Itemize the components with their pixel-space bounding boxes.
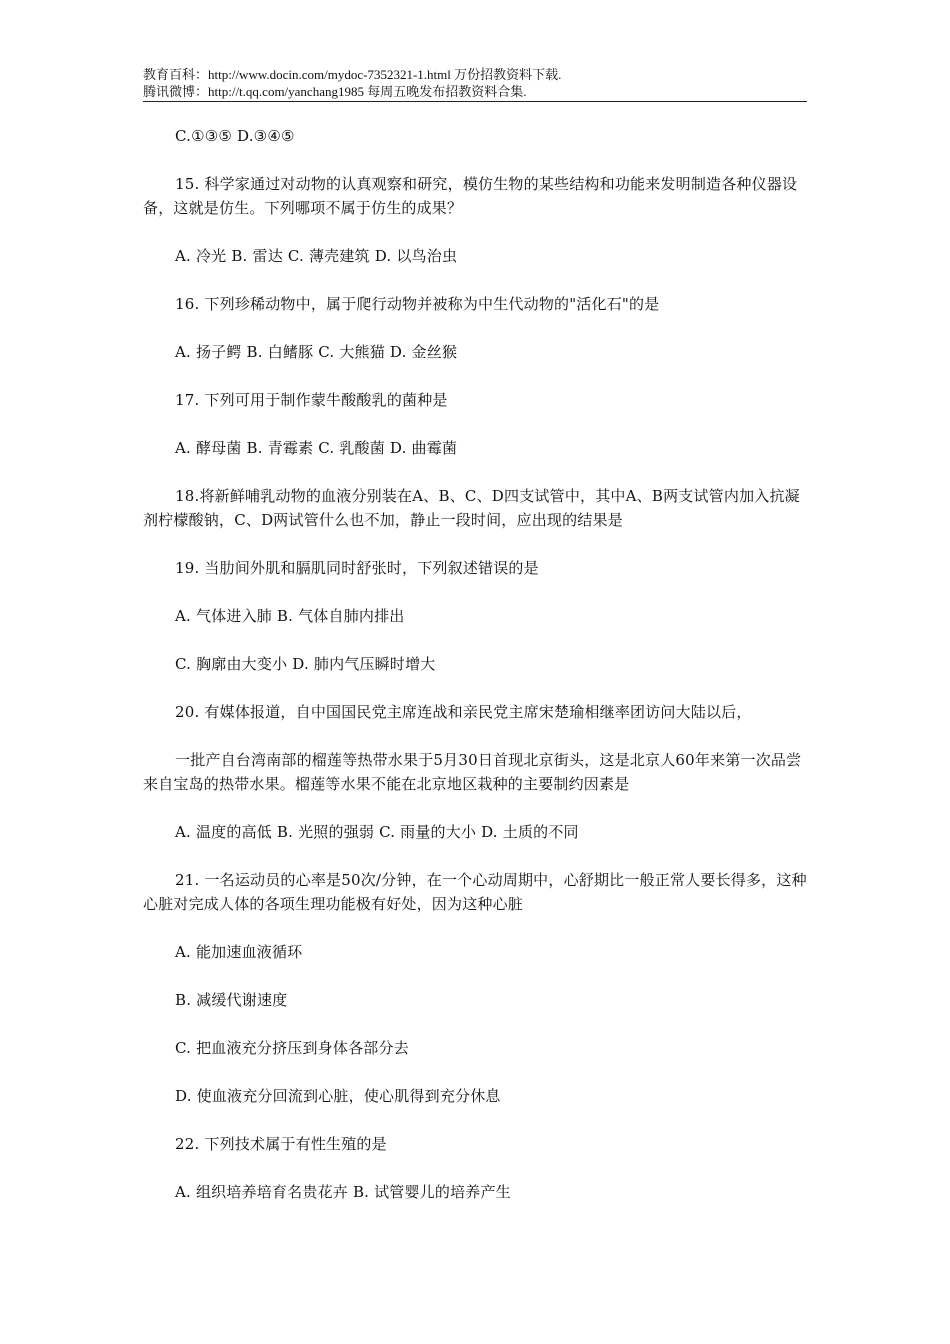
question-22: 22. 下列技术属于有性生殖的是 [175,1135,387,1153]
question-21-option-b: B. 减缓代谢速度 [175,991,288,1009]
question-17: 17. 下列可用于制作蒙牛酸酸乳的菌种是 [175,391,448,409]
question-19-options-cd: C. 胸廓由大变小 D. 肺内气压瞬时增大 [175,655,436,673]
document-body [143,124,807,1204]
question-20-continued: 一批产自台湾南部的榴莲等热带水果于5月30日首现北京街头，这是北京人60年来第一次品尝来自宝岛的热带水果。榴莲等水果不能在北京地区栽种的主要制约因素是 [143,751,802,793]
question-21-option-d: D. 使血液充分回流到心脏，使心肌得到充分休息 [175,1087,501,1105]
page-header [143,66,807,100]
question-18: 18.将新鲜哺乳动物的血液分别装在A、B、C、D四支试管中，其中A、B两支试管内加入抗凝剂柠檬酸钠，C、D两试管什么也不加，静止一段时间，应出现的结果是 [143,487,800,529]
header-line-1: 教育百科：http://www.docin.com/mydoc-7352321-1.html 万份招教资料下载. [143,67,562,82]
question-19: 19. 当肋间外肌和膈肌同时舒张时，下列叙述错误的是 [175,559,539,577]
paragraph: C.①③⑤ D.③④⑤ [175,127,295,145]
question-16: 16. 下列珍稀动物中，属于爬行动物并被称为中生代动物的"活化石"的是 [175,295,660,313]
question-20-options: A. 温度的高低 B. 光照的强弱 C. 雨量的大小 D. 土质的不同 [175,823,579,841]
question-17-options: A. 酵母菌 B. 青霉素 C. 乳酸菌 D. 曲霉菌 [175,439,458,457]
question-21-option-c: C. 把血液充分挤压到身体各部分去 [175,1039,409,1057]
question-21: 21. 一名运动员的心率是50次/分钟，在一个心动周期中，心舒期比一般正常人要长得多，这种心脏对完成人体的各项生理功能极有好处，因为这种心脏 [143,871,807,913]
question-22-options: A. 组织培养培育名贵花卉 B. 试管婴儿的培养产生 [175,1183,511,1201]
question-15: 15. 科学家通过对动物的认真观察和研究，模仿生物的某些结构和功能来发明制造各种仪器设备，这就是仿生。下列哪项不属于仿生的成果？ [143,175,798,217]
question-15-options: A. 冷光 B. 雷达 C. 薄壳建筑 D. 以鸟治虫 [175,247,458,265]
question-21-option-a: A. 能加速血液循环 [175,943,303,961]
question-19-options-ab: A. 气体进入肺 B. 气体自肺内排出 [175,607,405,625]
question-16-options: A. 扬子鳄 B. 白鳍豚 C. 大熊猫 D. 金丝猴 [175,343,458,361]
header-divider [143,101,807,102]
header-line-2: 腾讯微博：http://t.qq.com/yanchang1985 每周五晚发布招教资料合集. [143,84,527,99]
question-20: 20. 有媒体报道，自中国国民党主席连战和亲民党主席宋楚瑜相继率团访问大陆以后， [175,703,752,721]
